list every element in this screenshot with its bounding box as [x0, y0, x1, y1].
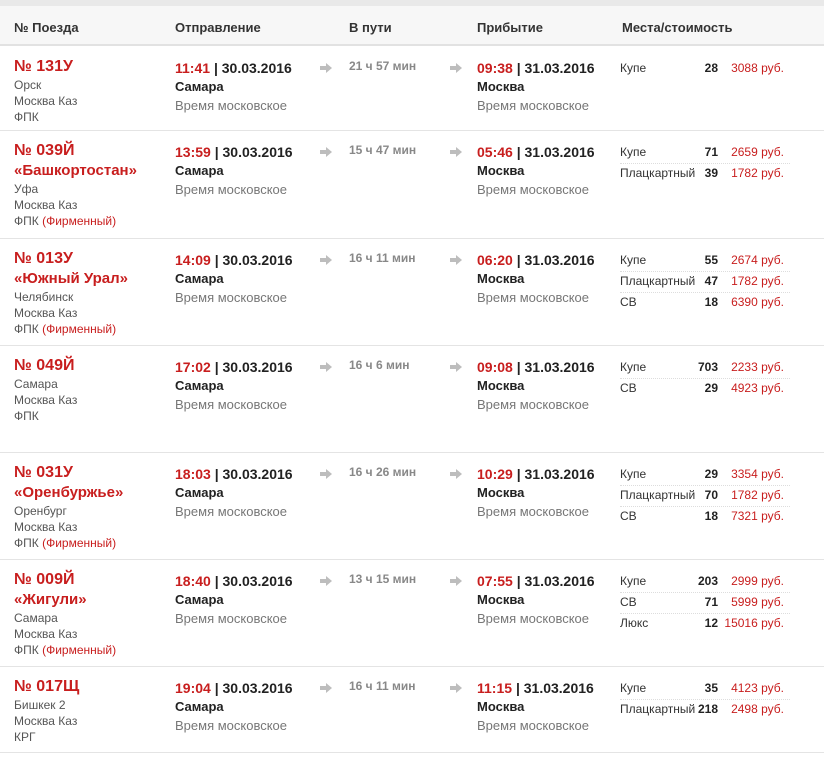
arrow-right-icon	[320, 576, 332, 586]
train-row[interactable]	[0, 453, 824, 560]
arrival-station: Москва	[477, 79, 525, 94]
seat-option[interactable]	[620, 465, 790, 486]
seat-option[interactable]	[620, 700, 790, 721]
seat-list	[620, 251, 790, 314]
travel-duration: 16 ч 11 мин	[349, 679, 416, 693]
arrival-time: 11:15	[477, 680, 513, 696]
seat-option[interactable]	[620, 486, 790, 507]
seat-price[interactable]: 7321 руб.	[731, 509, 784, 523]
seat-price[interactable]: 15016 руб.	[724, 616, 784, 630]
departure	[175, 358, 315, 414]
train-number[interactable]: № 009Й	[14, 571, 75, 588]
seat-count: 218	[697, 702, 718, 716]
seat-count: 71	[704, 595, 718, 609]
seat-option[interactable]	[620, 572, 790, 593]
departure-time: 14:09	[175, 252, 211, 268]
seat-type: Плацкартный	[620, 702, 696, 716]
carrier	[14, 642, 164, 658]
train-name[interactable]: «Башкортостан»	[14, 162, 137, 179]
train-info	[14, 677, 164, 745]
departure-date: | 30.03.2016	[214, 252, 293, 268]
seat-option[interactable]	[620, 164, 790, 185]
arrival-timezone: Время московское	[477, 504, 590, 519]
route-station: Москва Каз	[14, 198, 78, 212]
seat-option[interactable]	[620, 614, 790, 635]
departure-timezone: Время московское	[175, 98, 288, 113]
arrival-timezone: Время московское	[477, 182, 590, 197]
seat-option[interactable]	[620, 143, 790, 164]
seat-price[interactable]: 2659 руб.	[731, 145, 784, 159]
travel-duration: 13 ч 15 мин	[349, 572, 417, 586]
train-row[interactable]	[0, 667, 824, 753]
route-station: Москва Каз	[14, 714, 78, 728]
header-duration: В пути	[349, 20, 392, 35]
seat-price[interactable]: 5999 руб.	[731, 595, 784, 609]
seat-option[interactable]	[620, 272, 790, 293]
seat-price[interactable]: 1782 руб.	[731, 274, 784, 288]
train-row[interactable]	[0, 239, 824, 346]
train-number[interactable]: № 017Щ	[14, 678, 80, 695]
carrier	[14, 535, 164, 551]
travel-duration: 16 ч 26 мин	[349, 465, 417, 479]
arrow-right-icon	[320, 362, 332, 372]
arrival	[477, 143, 617, 199]
arrow-right-icon	[450, 63, 462, 73]
train-info	[14, 356, 164, 424]
seat-price[interactable]: 1782 руб.	[731, 488, 784, 502]
departure-station: Самара	[175, 79, 224, 94]
arrival-time: 07:55	[477, 573, 513, 589]
departure-date: | 30.03.2016	[214, 466, 293, 482]
departure-time: 17:02	[175, 359, 211, 375]
route-station: Оренбург	[14, 504, 67, 518]
seat-count: 18	[704, 509, 718, 523]
carrier-name: ФПК	[14, 322, 39, 336]
route-station: Бишкек 2	[14, 698, 66, 712]
arrival	[477, 251, 617, 307]
arrival-timezone: Время московское	[477, 718, 590, 733]
departure-timezone: Время московское	[175, 611, 288, 626]
route-station: Москва Каз	[14, 627, 78, 641]
seat-type: СВ	[620, 381, 637, 395]
travel-duration: 16 ч 11 мин	[349, 251, 416, 265]
seat-count: 12	[704, 616, 718, 630]
seat-type: Купе	[620, 253, 647, 267]
arrival-timezone: Время московское	[477, 397, 590, 412]
route-station: Орск	[14, 78, 42, 92]
departure-time: 18:03	[175, 466, 211, 482]
departure-time: 13:59	[175, 144, 211, 160]
travel-duration: 15 ч 47 мин	[349, 143, 417, 157]
header-departure: Отправление	[175, 20, 261, 35]
arrival	[477, 679, 617, 735]
travel-duration: 21 ч 57 мин	[349, 59, 417, 73]
departure-station: Самара	[175, 271, 224, 286]
arrow-right-icon	[450, 147, 462, 157]
departure	[175, 679, 315, 735]
arrival-timezone: Время московское	[477, 611, 590, 626]
arrival	[477, 59, 617, 115]
departure-station: Самара	[175, 378, 224, 393]
departure-station: Самара	[175, 592, 224, 607]
arrival-station: Москва	[477, 485, 525, 500]
header-train: № Поезда	[14, 20, 79, 35]
departure-station: Самара	[175, 699, 224, 714]
arrow-right-icon	[450, 255, 462, 265]
departure-date: | 30.03.2016	[214, 573, 293, 589]
route-station: Москва Каз	[14, 520, 78, 534]
arrival-time: 09:38	[477, 60, 513, 76]
arrival-station: Москва	[477, 378, 525, 393]
seat-option[interactable]	[620, 593, 790, 614]
seat-price[interactable]: 4923 руб.	[731, 381, 784, 395]
arrival-date: | 31.03.2016	[516, 573, 595, 589]
seat-type: СВ	[620, 595, 637, 609]
train-row[interactable]	[0, 560, 824, 667]
seat-type: Купе	[620, 467, 647, 481]
seat-price[interactable]: 1782 руб.	[731, 166, 784, 180]
arrival-date: | 31.03.2016	[516, 60, 595, 76]
arrival-timezone: Время московское	[477, 290, 590, 305]
seat-type: Плацкартный	[620, 488, 696, 502]
departure-timezone: Время московское	[175, 504, 288, 519]
arrival-time: 10:29	[477, 466, 513, 482]
carrier-name: ФПК	[14, 214, 39, 228]
departure-date: | 30.03.2016	[213, 60, 292, 76]
departure	[175, 572, 315, 628]
arrival-date: | 31.03.2016	[516, 252, 595, 268]
train-number[interactable]: № 049Й	[14, 357, 75, 374]
departure-station: Самара	[175, 163, 224, 178]
seat-price[interactable]: 2674 руб.	[731, 253, 784, 267]
table-header	[0, 6, 824, 46]
arrow-right-icon	[320, 469, 332, 479]
route-station: Уфа	[14, 182, 39, 196]
route-station: Самара	[14, 611, 58, 625]
seat-count: 29	[704, 381, 718, 395]
header-arrival: Прибытие	[477, 20, 543, 35]
arrival-time: 05:46	[477, 144, 513, 160]
departure	[175, 143, 315, 199]
seat-count: 47	[704, 274, 718, 288]
train-number[interactable]: № 039Й	[14, 142, 75, 159]
train-info	[14, 463, 164, 551]
arrival-date: | 31.03.2016	[516, 466, 595, 482]
carrier-name: ФПК	[14, 409, 39, 423]
carrier-name: КРГ	[14, 730, 36, 744]
seat-count: 71	[704, 145, 718, 159]
seat-count: 18	[704, 295, 718, 309]
seat-list	[620, 143, 790, 185]
arrow-right-icon	[320, 63, 332, 73]
seat-price[interactable]: 3354 руб.	[731, 467, 784, 481]
arrow-right-icon	[320, 683, 332, 693]
departure-date: | 30.03.2016	[214, 359, 293, 375]
seat-list	[620, 59, 790, 80]
seat-list	[620, 572, 790, 635]
departure-station: Самара	[175, 485, 224, 500]
departure-date: | 30.03.2016	[214, 144, 293, 160]
route-station: Москва Каз	[14, 393, 78, 407]
departure-timezone: Время московское	[175, 182, 288, 197]
seat-type: СВ	[620, 509, 637, 523]
carrier	[14, 213, 164, 229]
seat-type: Купе	[620, 360, 647, 374]
seat-type: Плацкартный	[620, 274, 696, 288]
travel-duration: 16 ч 6 мин	[349, 358, 410, 372]
arrival-time: 06:20	[477, 252, 513, 268]
carrier-name: ФПК	[14, 536, 39, 550]
arrival-station: Москва	[477, 271, 525, 286]
brand-badge: (Фирменный)	[42, 536, 117, 550]
carrier	[14, 321, 164, 337]
departure-time: 19:04	[175, 680, 211, 696]
carrier-name: ФПК	[14, 110, 39, 124]
route-station: Челябинск	[14, 290, 74, 304]
train-info	[14, 57, 164, 125]
seat-option[interactable]	[620, 293, 790, 314]
train-number[interactable]: № 031У	[14, 464, 73, 481]
train-name[interactable]: «Оренбуржье»	[14, 484, 124, 501]
seat-type: Купе	[620, 145, 647, 159]
seat-option[interactable]	[620, 379, 790, 400]
seat-price[interactable]: 3088 руб.	[731, 61, 784, 75]
departure-timezone: Время московское	[175, 718, 288, 733]
carrier	[14, 408, 164, 424]
arrow-right-icon	[450, 683, 462, 693]
seat-option[interactable]	[620, 59, 790, 80]
brand-badge: (Фирменный)	[42, 643, 117, 657]
seat-type: Плацкартный	[620, 166, 696, 180]
carrier	[14, 109, 164, 125]
departure-time: 11:41	[175, 60, 211, 76]
seat-count: 703	[697, 360, 718, 374]
arrival-station: Москва	[477, 163, 525, 178]
seat-list	[620, 679, 790, 721]
train-info	[14, 249, 164, 337]
header-seats: Места/стоимость	[622, 20, 733, 35]
arrival	[477, 465, 617, 521]
seat-count: 203	[697, 574, 718, 588]
arrow-right-icon	[450, 469, 462, 479]
train-row[interactable]	[0, 131, 824, 239]
arrival	[477, 572, 617, 628]
train-number[interactable]: № 131У	[14, 58, 73, 75]
seat-list	[620, 465, 790, 528]
train-info	[14, 570, 164, 658]
seat-count: 35	[704, 681, 718, 695]
arrow-right-icon	[450, 576, 462, 586]
arrival-date: | 31.03.2016	[516, 144, 595, 160]
carrier-name: ФПК	[14, 643, 39, 657]
seat-count: 39	[704, 166, 718, 180]
train-name[interactable]: «Жигули»	[14, 591, 87, 608]
train-name[interactable]: «Южный Урал»	[14, 270, 129, 287]
seat-count: 28	[704, 61, 718, 75]
departure-date: | 30.03.2016	[214, 680, 293, 696]
arrival-station: Москва	[477, 592, 525, 607]
seat-list	[620, 358, 790, 400]
seat-option[interactable]	[620, 507, 790, 528]
seat-price[interactable]: 4123 руб.	[731, 681, 784, 695]
seat-type: Купе	[620, 61, 647, 75]
departure-timezone: Время московское	[175, 397, 288, 412]
seat-price[interactable]: 6390 руб.	[731, 295, 784, 309]
seat-option[interactable]	[620, 358, 790, 379]
seat-type: СВ	[620, 295, 637, 309]
train-info	[14, 141, 164, 229]
carrier	[14, 729, 164, 745]
departure	[175, 251, 315, 307]
route-station: Москва Каз	[14, 94, 78, 108]
seat-count: 55	[704, 253, 718, 267]
arrival-time: 09:08	[477, 359, 513, 375]
departure-timezone: Время московское	[175, 290, 288, 305]
seat-type: Купе	[620, 681, 647, 695]
arrival-timezone: Время московское	[477, 98, 590, 113]
train-number[interactable]: № 013У	[14, 250, 73, 267]
seat-price[interactable]: 2233 руб.	[731, 360, 784, 374]
arrow-right-icon	[320, 255, 332, 265]
seat-count: 70	[704, 488, 718, 502]
departure-time: 18:40	[175, 573, 211, 589]
brand-badge: (Фирменный)	[42, 322, 117, 336]
arrival	[477, 358, 617, 414]
seat-option[interactable]	[620, 251, 790, 272]
arrow-right-icon	[450, 362, 462, 372]
route-station: Москва Каз	[14, 306, 78, 320]
arrival-date: | 31.03.2016	[515, 680, 594, 696]
seat-type: Купе	[620, 574, 647, 588]
train-row[interactable]	[0, 346, 824, 453]
seat-price[interactable]: 2999 руб.	[731, 574, 784, 588]
seat-price[interactable]: 2498 руб.	[731, 702, 784, 716]
seat-count: 29	[704, 467, 718, 481]
departure	[175, 465, 315, 521]
departure	[175, 59, 315, 115]
arrow-right-icon	[320, 147, 332, 157]
seat-option[interactable]	[620, 679, 790, 700]
arrival-date: | 31.03.2016	[516, 359, 595, 375]
train-row[interactable]	[0, 47, 824, 131]
seat-type: Люкс	[620, 616, 649, 630]
route-station: Самара	[14, 377, 58, 391]
brand-badge: (Фирменный)	[42, 214, 117, 228]
arrival-station: Москва	[477, 699, 525, 714]
